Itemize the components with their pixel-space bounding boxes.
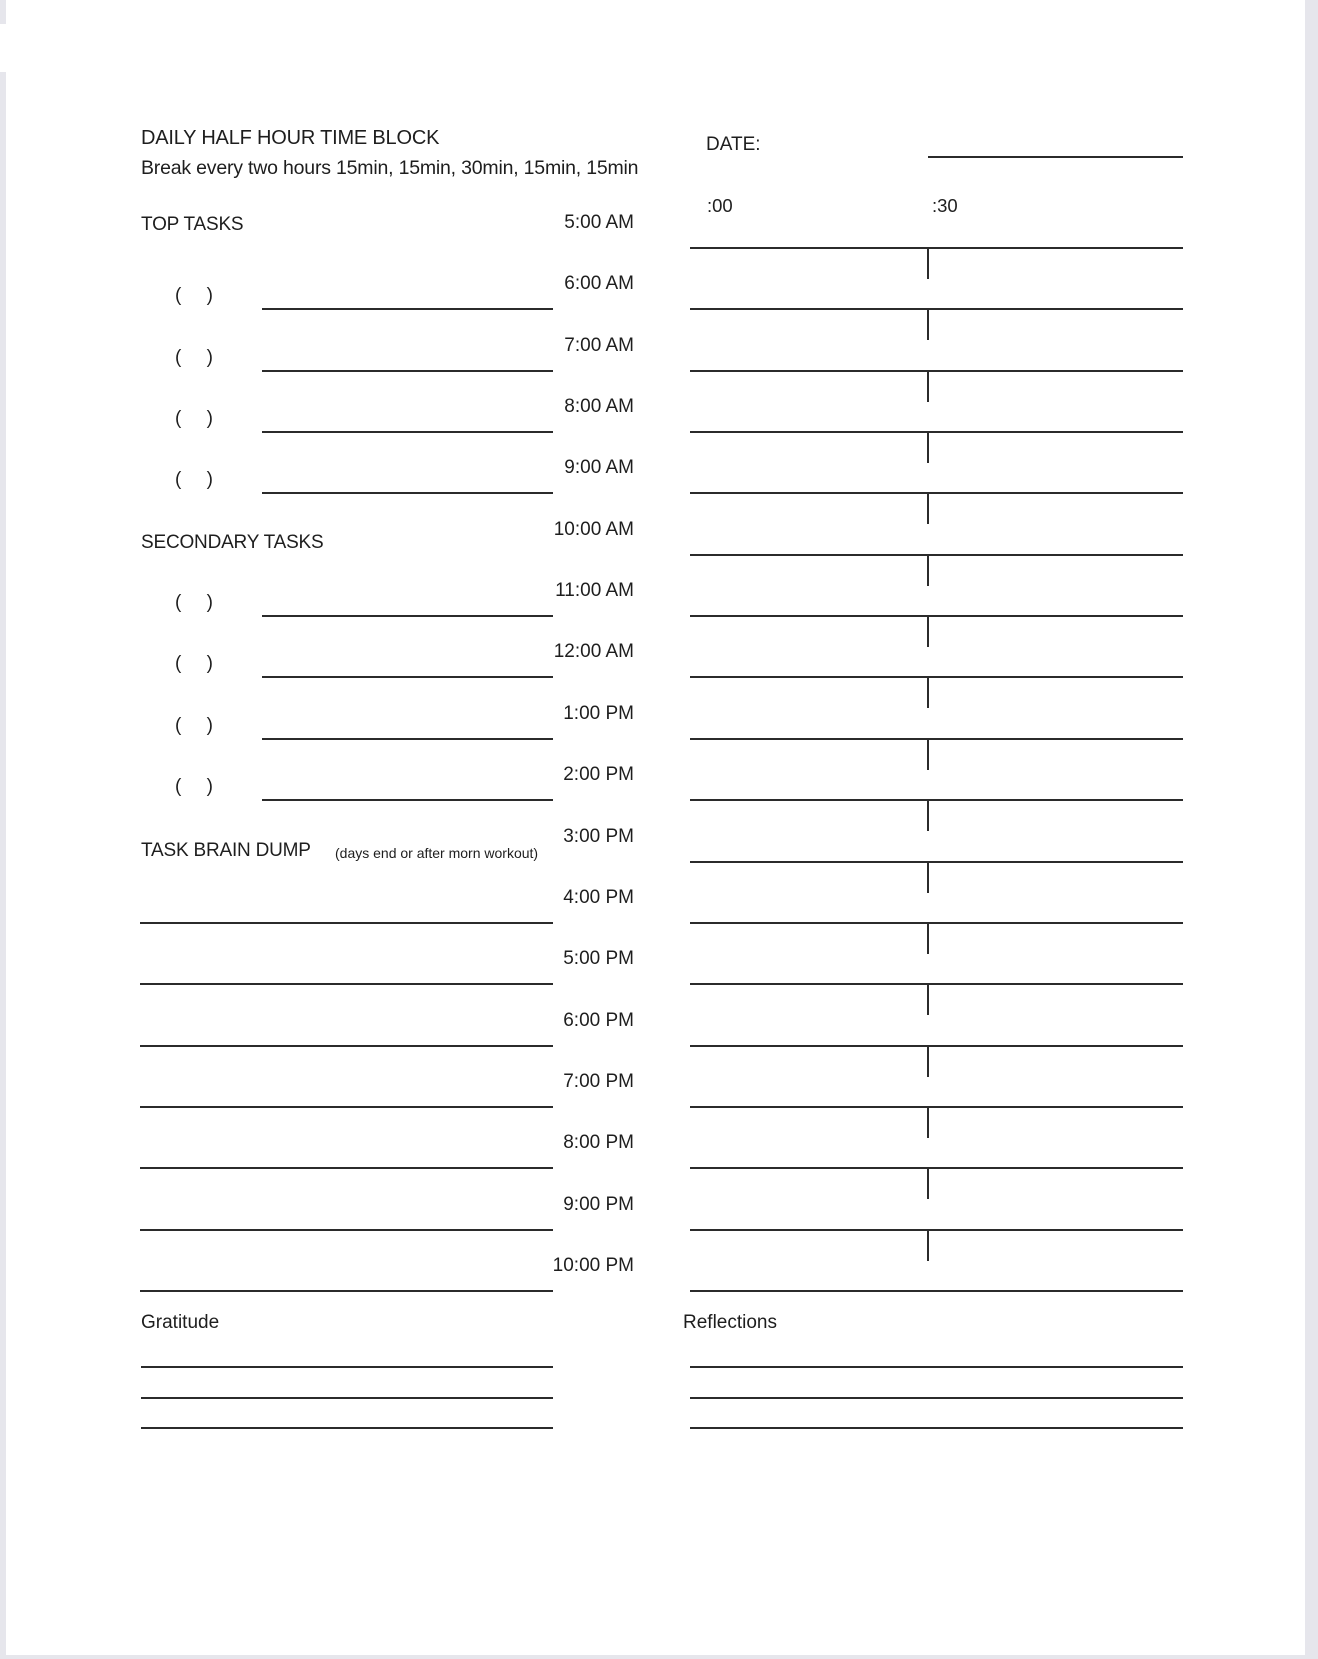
secondary-tasks-heading: SECONDARY TASKS [141,532,324,553]
time-label: 8:00 PM [563,1132,634,1153]
page-edge-left [0,0,6,1659]
time-label: 6:00 AM [564,273,634,294]
time-label: 11:00 AM [555,580,634,601]
brain-dump-line[interactable] [140,1290,553,1292]
secondary-task-blank-line[interactable] [262,738,553,740]
page-edge-bottom [0,1655,1318,1659]
checkbox-paren-open: ( [175,469,182,490]
column-header-00: :00 [707,195,733,216]
time-label: 6:00 PM [563,1010,634,1031]
reflections-line[interactable] [690,1427,1183,1429]
half-hour-tick [927,617,929,647]
half-hour-tick [927,494,929,524]
half-hour-tick [927,924,929,954]
task-checkbox[interactable] [175,650,213,678]
time-label: 5:00 PM [563,948,634,969]
checkbox-paren-close: ) [206,715,213,736]
top-task-blank-line[interactable] [262,492,553,494]
time-label: 7:00 PM [563,1071,634,1092]
top-tasks-heading: TOP TASKS [141,214,244,235]
time-label: 2:00 PM [563,764,634,785]
hour-line[interactable] [690,308,1183,310]
half-hour-tick [927,372,929,402]
hour-line[interactable] [690,1229,1183,1231]
brain-dump-line[interactable] [140,983,553,985]
time-label: 7:00 AM [564,335,634,356]
half-hour-tick [927,310,929,340]
brain-dump-line[interactable] [140,1106,553,1108]
page-title: DAILY HALF HOUR TIME BLOCK [141,127,440,149]
hour-line[interactable] [690,983,1183,985]
time-label: 9:00 PM [563,1194,634,1215]
brain-dump-line[interactable] [140,1045,553,1047]
half-hour-tick [927,801,929,831]
date-label: DATE: [706,134,761,155]
brain-dump-line[interactable] [140,1229,553,1231]
checkbox-paren-open: ( [175,408,182,429]
task-checkbox[interactable] [175,405,213,433]
time-label: 10:00 PM [552,1255,634,1276]
page-subtitle: Break every two hours 15min, 15min, 30min, 15min, 15min [141,157,639,179]
hour-line[interactable] [690,799,1183,801]
hour-line[interactable] [690,615,1183,617]
time-label: 8:00 AM [564,396,634,417]
checkbox-paren-close: ) [206,285,213,306]
task-checkbox[interactable] [175,712,213,740]
hour-line[interactable] [690,554,1183,556]
hour-line[interactable] [690,861,1183,863]
hour-line[interactable] [690,1290,1183,1292]
date-blank-line[interactable] [928,156,1183,158]
secondary-task-blank-line[interactable] [262,799,553,801]
half-hour-tick [927,740,929,770]
brain-dump-heading: TASK BRAIN DUMP [141,840,311,861]
checkbox-paren-close: ) [206,347,213,368]
task-checkbox[interactable] [175,589,213,617]
hour-line[interactable] [690,922,1183,924]
secondary-task-blank-line[interactable] [262,676,553,678]
reflections-line[interactable] [690,1366,1183,1368]
hour-line[interactable] [690,1167,1183,1169]
checkbox-paren-close: ) [206,408,213,429]
hour-line[interactable] [690,370,1183,372]
half-hour-tick [927,1047,929,1077]
half-hour-tick [927,678,929,708]
time-label: 10:00 AM [553,519,634,540]
hour-line[interactable] [690,1106,1183,1108]
time-label: 12:00 AM [553,641,634,662]
checkbox-paren-close: ) [206,469,213,490]
time-label: 4:00 PM [563,887,634,908]
hour-line[interactable] [690,431,1183,433]
hour-line[interactable] [690,738,1183,740]
column-header-30: :30 [932,195,958,216]
hour-line[interactable] [690,676,1183,678]
top-task-blank-line[interactable] [262,308,553,310]
time-label: 9:00 AM [564,457,634,478]
brain-dump-note: (days end or after morn workout) [335,845,539,861]
checkbox-paren-open: ( [175,285,182,306]
half-hour-tick [927,985,929,1015]
hour-line[interactable] [690,1045,1183,1047]
checkbox-paren-open: ( [175,592,182,613]
half-hour-tick [927,556,929,586]
task-checkbox[interactable] [175,773,213,801]
hour-line[interactable] [690,247,1183,249]
gratitude-line[interactable] [141,1366,553,1368]
top-task-blank-line[interactable] [262,370,553,372]
checkbox-paren-open: ( [175,653,182,674]
reflections-heading: Reflections [683,1312,777,1333]
task-checkbox[interactable] [175,344,213,372]
time-label: 5:00 AM [564,212,634,233]
time-label: 1:00 PM [563,703,634,724]
brain-dump-line[interactable] [140,1167,553,1169]
checkbox-paren-open: ( [175,347,182,368]
brain-dump-line[interactable] [140,922,553,924]
reflections-line[interactable] [690,1397,1183,1399]
half-hour-tick [927,433,929,463]
half-hour-tick [927,1231,929,1261]
time-label: 3:00 PM [563,826,634,847]
checkbox-paren-open: ( [175,715,182,736]
gratitude-line[interactable] [141,1427,553,1429]
task-checkbox[interactable] [175,282,213,310]
gratitude-line[interactable] [141,1397,553,1399]
half-hour-tick [927,1169,929,1199]
half-hour-tick [927,863,929,893]
hour-line[interactable] [690,492,1183,494]
checkbox-paren-close: ) [206,776,213,797]
secondary-task-blank-line[interactable] [262,615,553,617]
checkbox-paren-close: ) [206,592,213,613]
page-edge-notch [0,24,8,72]
checkbox-paren-close: ) [206,653,213,674]
checkbox-paren-open: ( [175,776,182,797]
page-edge-right [1305,0,1318,1659]
task-checkbox[interactable] [175,466,213,494]
gratitude-heading: Gratitude [141,1312,220,1333]
top-task-blank-line[interactable] [262,431,553,433]
half-hour-tick [927,249,929,279]
half-hour-tick [927,1108,929,1138]
